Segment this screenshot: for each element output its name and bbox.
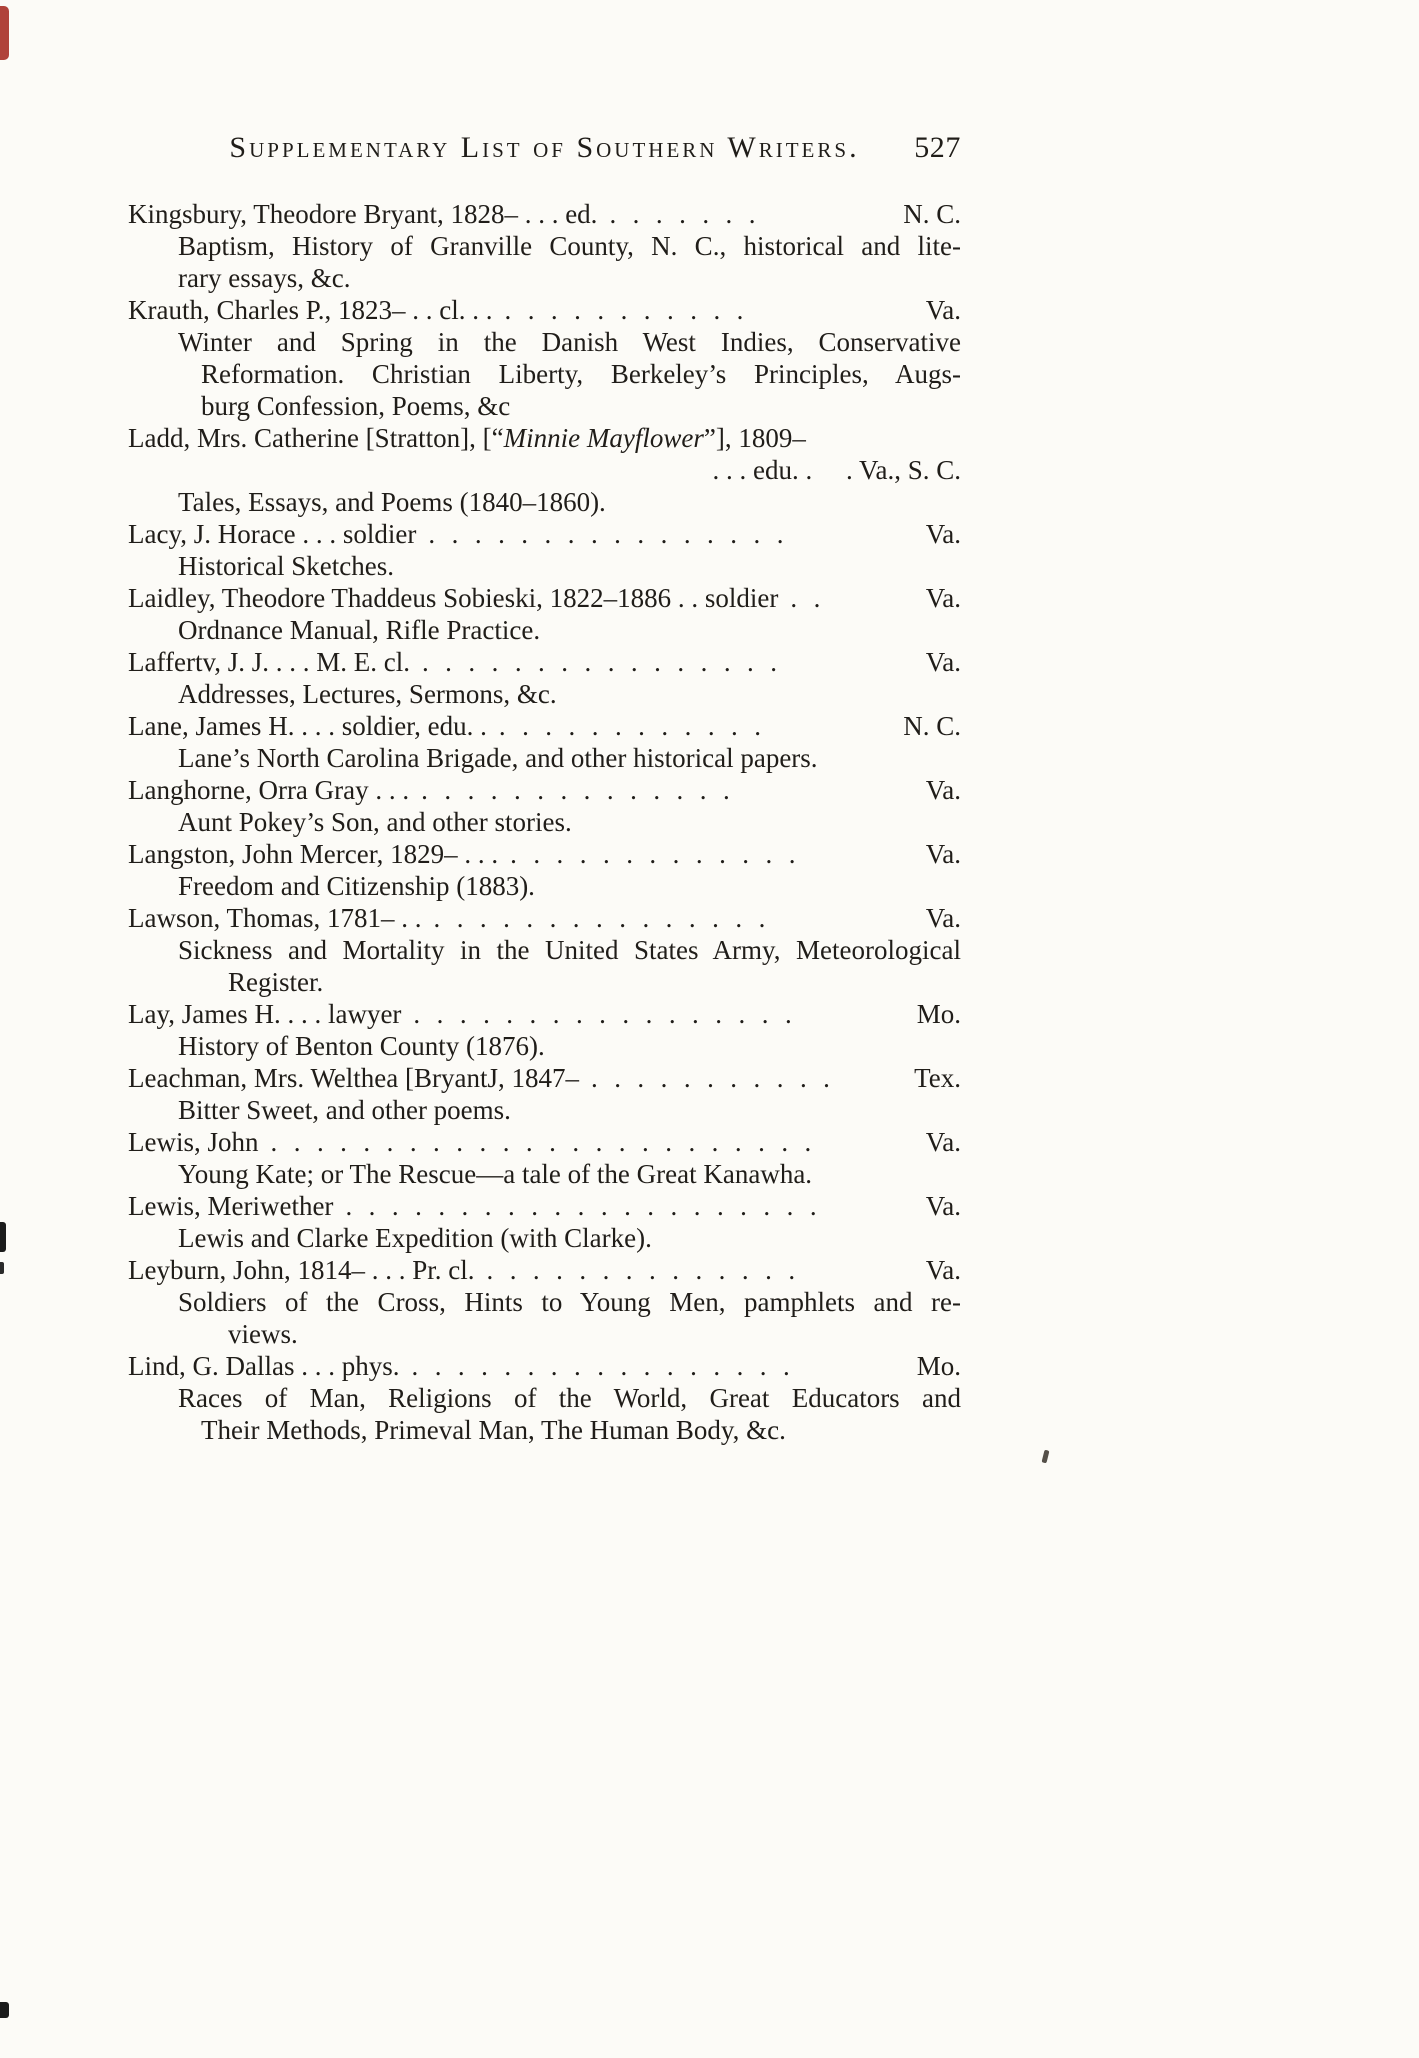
work-line: Young Kate; or The Rescue—a tale of the Great Kanawha. — [178, 1159, 813, 1189]
author-name-part: Ladd, Mrs. Catherine [Stratton], [“ — [128, 423, 504, 453]
state-label: N. C. — [903, 199, 961, 229]
scan-artifact-tick — [1042, 1450, 1050, 1464]
dot-leader: . . . . . . . . . . . . — [498, 711, 766, 741]
state-label: Mo. — [916, 1351, 961, 1381]
writer-entry-lewis-meriwether — [128, 1190, 961, 1254]
dot-leader: . . . . . . . . . . . . . . — [486, 1255, 800, 1285]
writer-entry-lawson — [128, 902, 961, 998]
dot-leader: . . . . . . . . . . . . . . . — [433, 903, 771, 933]
scan-artifact-speck — [0, 1262, 4, 1274]
writer-entry-leyburn — [128, 1254, 961, 1350]
writer-entry-lane — [128, 710, 961, 774]
writer-entry-lacy — [128, 518, 961, 582]
text-block — [128, 128, 961, 1446]
author-name-part: ”], 1809– — [703, 423, 806, 453]
entry-heading-line — [128, 902, 961, 934]
writer-entry-laidley — [128, 582, 961, 646]
entry-heading-line — [128, 518, 961, 550]
work-line: Reformation. Christian Liberty, Berkeley’s Principles, Augs- — [201, 359, 961, 389]
writer-entry-leachman — [128, 1062, 961, 1126]
state-label: Va. — [925, 1191, 961, 1221]
dot-leader: . . . . . . . . . . . . . . . . — [421, 647, 782, 677]
writer-list — [128, 198, 961, 1446]
writer-entry-lewis-john — [128, 1126, 961, 1190]
dot-leader: . . . . . . . . . . . . . . . . — [428, 519, 789, 549]
dot-leader: . . . . . . . . . . . . . — [510, 839, 801, 869]
state-label: Va. — [925, 519, 961, 549]
state-label: Va. — [925, 775, 961, 805]
work-line: Their Methods, Primeval Man, The Human Body, &c. — [201, 1415, 786, 1445]
author-name: Langston, John Mercer, 1829– . . . — [128, 839, 499, 869]
running-header — [128, 128, 961, 168]
author-name: Kingsbury, Theodore Bryant, 1828– . . . ed. — [128, 199, 598, 229]
work-line: Lewis and Clarke Expedition (with Clarke). — [178, 1223, 652, 1253]
work-line: Addresses, Lectures, Sermons, &c. — [178, 679, 557, 709]
author-name: Lane, James H. . . . soldier, edu. . — [128, 711, 487, 741]
work-line: Winter and Spring in the Danish West Indies, Conservative — [178, 327, 961, 357]
entry-heading-line — [128, 1190, 961, 1222]
entry-heading-line — [128, 1062, 961, 1094]
pen-name-italic: Minnie Mayflower — [503, 423, 704, 453]
page-number: 527 — [914, 131, 961, 164]
state-label: Mo. — [916, 999, 961, 1029]
author-name: Lawson, Thomas, 1781– . . — [128, 903, 422, 933]
author-name: Laffertv, J. J. . . . M. E. cl. — [128, 647, 410, 677]
work-line: Tales, Essays, and Poems (1840–1860). — [178, 487, 606, 517]
entry-heading-line — [128, 198, 961, 230]
work-line: Historical Sketches. — [178, 551, 394, 581]
page-title: Supplementary List of Southern Writers. — [229, 131, 860, 164]
author-name: Laidley, Theodore Thaddeus Sobieski, 1822–1886 . . soldier — [128, 583, 779, 613]
entry-heading-line — [128, 1350, 961, 1382]
work-line: rary essays, &c. — [178, 263, 351, 293]
scan-artifact-red-mark — [0, 6, 9, 60]
dot-leader: . . . . . . . . . . . . . . . . . . . . . — [345, 1191, 822, 1221]
state-label: Va. — [925, 1127, 961, 1157]
author-name: Lewis, Meriwether — [128, 1191, 334, 1221]
writer-entry-lay — [128, 998, 961, 1062]
author-name: Leyburn, John, 1814– . . . Pr. cl. — [128, 1255, 475, 1285]
entry-heading-line — [128, 422, 961, 454]
state-label: Va. — [925, 295, 961, 325]
entry-heading-line — [128, 294, 961, 326]
dot-leader: . . . . . . . — [609, 199, 761, 229]
author-name: Krauth, Charles P., 1823– . . cl. . . — [128, 295, 493, 325]
writer-entry-ladd — [128, 422, 961, 518]
work-line: Register. — [228, 967, 324, 997]
work-line: Sickness and Mortality in the United States Army, Meteorological — [178, 935, 961, 965]
scan-artifact-speck — [0, 1222, 6, 1252]
state-label: Tex. — [914, 1063, 961, 1093]
work-line: Baptism, History of Granville County, N. C., historical and lite- — [178, 231, 961, 261]
state-label: N. C. — [903, 711, 961, 741]
state-label: Va. — [925, 839, 961, 869]
dot-leader: . . . . . . . . . . . . . . . . . . . . . . . . — [270, 1127, 817, 1157]
author-name: Leachman, Mrs. Welthea [BryantJ, 1847– — [128, 1063, 579, 1093]
entry-heading-line — [128, 998, 961, 1030]
work-line: burg Confession, Poems, &c — [201, 391, 511, 421]
work-line: Aunt Pokey’s Son, and other stories. — [178, 807, 572, 837]
author-name — [128, 422, 806, 454]
dot-leader: . . . . . . . . . . . . . . . . . — [411, 1351, 795, 1381]
dot-leader: . . — [790, 583, 826, 613]
entry-heading-line — [128, 710, 961, 742]
writer-entry-lind — [128, 1350, 961, 1446]
state-label: Va. — [925, 1255, 961, 1285]
work-line: Races of Man, Religions of the World, Great Educators and — [178, 1383, 961, 1413]
dot-leader: . . . . . . . . . . . . . . — [421, 775, 735, 805]
work-line: Soldiers of the Cross, Hints to Young Men, pamphlets and re- — [178, 1287, 961, 1317]
state-label: Va. — [925, 903, 961, 933]
work-line: Bitter Sweet, and other poems. — [178, 1095, 511, 1125]
dot-leader: . . . . . . . . . . . — [590, 1063, 835, 1093]
entry-heading-line — [128, 646, 961, 678]
dot-leader: . . . . . . . . . . . . . . . . . — [413, 999, 797, 1029]
author-name: Langhorne, Orra Gray . . . — [128, 775, 410, 805]
state-label: Va. — [925, 583, 961, 613]
entry-heading-line — [128, 1126, 961, 1158]
state-label: Va. — [925, 647, 961, 677]
writer-entry-krauth — [128, 294, 961, 422]
writer-entry-kingsbury — [128, 198, 961, 294]
entry-heading-line — [128, 1254, 961, 1286]
entry-heading-continuation: . . . edu. . . Va., S. C. — [712, 455, 961, 485]
entry-heading-line — [128, 838, 961, 870]
work-line: Lane’s North Carolina Brigade, and other historical papers. — [178, 743, 818, 773]
writer-entry-langston — [128, 838, 961, 902]
work-line: Freedom and Citizenship (1883). — [178, 871, 535, 901]
work-line: Ordnance Manual, Rifle Practice. — [178, 615, 541, 645]
author-name: Lacy, J. Horace . . . soldier — [128, 519, 417, 549]
work-line: History of Benton County (1876). — [178, 1031, 545, 1061]
author-name: Lind, G. Dallas . . . phys. — [128, 1351, 400, 1381]
author-name: Lay, James H. . . . lawyer — [128, 999, 402, 1029]
writer-entry-lafferty — [128, 646, 961, 710]
entry-heading-line — [128, 582, 961, 614]
entry-heading-line — [128, 774, 961, 806]
writer-entry-langhorne — [128, 774, 961, 838]
dot-leader: . . . . . . . . . . . — [504, 295, 749, 325]
scan-artifact-speck — [0, 2002, 9, 2018]
author-name: Lewis, John — [128, 1127, 259, 1157]
work-line: views. — [228, 1319, 298, 1349]
